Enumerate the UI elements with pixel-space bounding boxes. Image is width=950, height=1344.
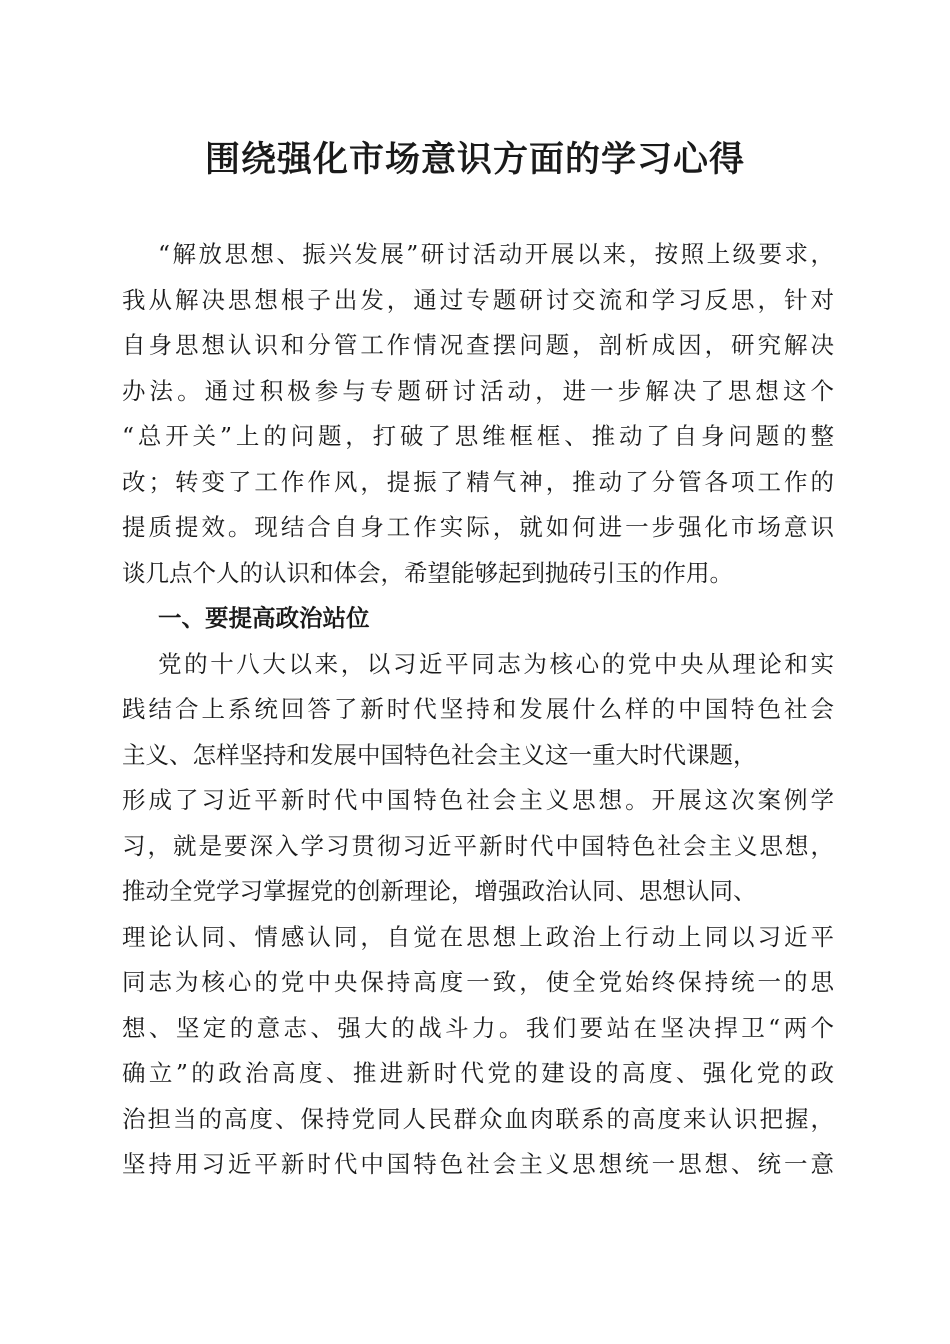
section-1-line-10: 确立”的政治高度、推进新时代党的建设的高度、强化党的政: [122, 1059, 834, 1087]
section-1-line-3: 主义、怎样坚持和发展中国特色社会主义这一重大时代课题，: [122, 740, 757, 769]
document-body: [122, 232, 834, 1188]
intro-line-4: 办法。通过积极参与专题研讨活动，进一步解决了思想这个: [122, 376, 834, 405]
intro-line-8: 谈几点个人的认识和体会，希望能够起到抛砖引玉的作用。: [122, 558, 733, 587]
section-1-line-6: 推动全党学习掌握党的创新理论，增强政治认同、思想认同、: [122, 877, 757, 905]
section-1-line-4: 形成了习近平新时代中国特色社会主义思想。开展这次案例学: [122, 786, 834, 814]
intro-line-2: 我从解决思想根子出发，通过专题研讨交流和学习反思，针对: [122, 285, 834, 314]
section-1-line-11: 治担当的高度、保持党同人民群众血肉联系的高度来认识把握，: [122, 1104, 834, 1133]
section-1-line-9: 想、坚定的意志、强大的战斗力。我们要站在坚决捍卫“两个: [122, 1013, 834, 1042]
intro-line-5: “总开关”上的问题，打破了思维框框、推动了自身问题的整: [122, 422, 834, 450]
section-1-line-12: 坚持用习近平新时代中国特色社会主义思想统一思想、统一意: [122, 1150, 834, 1178]
section-1-line-1: 党的十八大以来，以习近平同志为核心的党中央从理论和实: [158, 649, 834, 678]
intro-line-3: 自身思想认识和分管工作情况查摆问题，剖析成因，研究解决: [122, 331, 834, 359]
intro-line-6: 改；转变了工作作风，提振了精气神，推动了分管各项工作的: [122, 467, 834, 496]
section-1-line-5: 习，就是要深入学习贯彻习近平新时代中国特色社会主义思想，: [122, 831, 834, 860]
section-1-line-7: 理论认同、情感认同，自觉在思想上政治上行动上同以习近平: [122, 922, 834, 951]
intro-line-1: “解放思想、振兴发展”研讨活动开展以来，按照上级要求，: [158, 240, 834, 268]
document-title: 围绕强化市场意识方面的学习心得: [204, 139, 745, 180]
section-1-heading: 一、要提高政治站位: [158, 604, 370, 632]
section-1-line-8: 同志为核心的党中央保持高度一致，使全党始终保持统一的思: [122, 968, 834, 996]
intro-line-7: 提质提效。现结合自身工作实际，就如何进一步强化市场意识: [122, 513, 834, 541]
section-1-line-2: 践结合上系统回答了新时代坚持和发展什么样的中国特色社会: [122, 695, 834, 723]
